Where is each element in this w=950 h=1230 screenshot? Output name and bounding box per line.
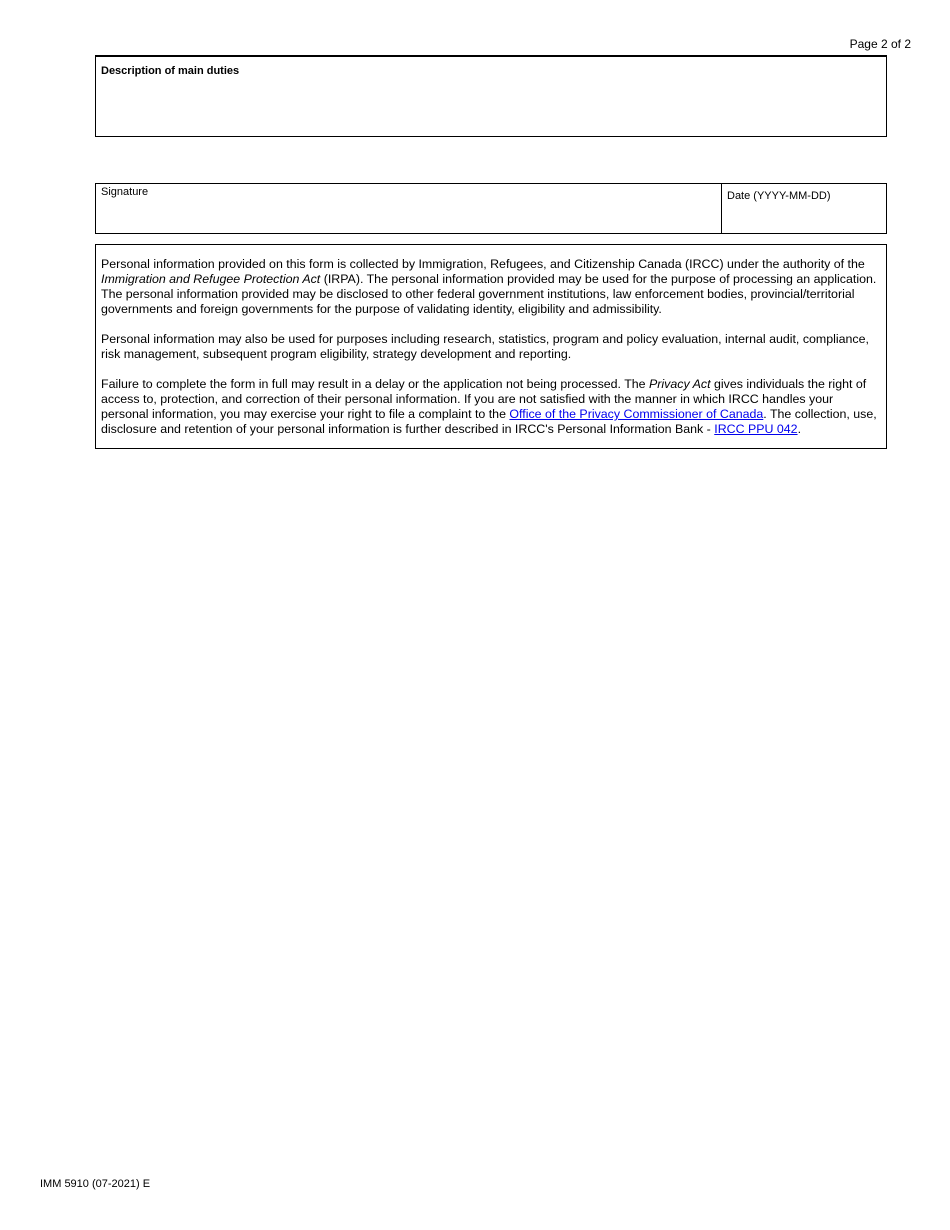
date-label: Date (YYYY-MM-DD) [727, 190, 831, 202]
privacy-p3-text-d: . [797, 422, 802, 436]
privacy-p1-text-b: (IRPA). The personal information provided may be used for the purpose of processing an application. The personal information provided may be disclosed to other federal government institutions, law enforcement bodies, provincial/territorial governments and foreign governments for the purpose of validating identity, eligibility and admissibility. [101, 272, 877, 316]
privacy-commissioner-link[interactable]: Office of the Privacy Commissioner of Canada [509, 407, 764, 421]
privacy-p3-text-a: Failure to complete the form in full may result in a delay or the application not being processed. The [101, 377, 650, 391]
privacy-p1-text-a: Personal information provided on this form is collected by Immigration, Refugees, and Citizenship Canada (IRCC) under the authority of the [101, 257, 865, 271]
signature-field[interactable] [96, 184, 722, 233]
ircc-ppu-042-link[interactable]: IRCC PPU 042 [714, 422, 798, 436]
privacy-paragraph-3 [101, 377, 880, 437]
irpa-act-title: Immigration and Refugee Protection Act [101, 272, 321, 286]
form-identifier: IMM 5910 (07-2021) E [40, 1178, 151, 1190]
signature-label: Signature [101, 186, 149, 198]
privacy-notice [95, 244, 887, 449]
privacy-act-title: Privacy Act [649, 377, 711, 391]
page-number: Page 2 of 2 [849, 37, 911, 51]
privacy-paragraph-2: Personal information may also be used for purposes including research, statistics, program and policy evaluation, internal audit, compliance, risk management, subsequent program eligibility, strategy development and reporting. [101, 332, 869, 361]
privacy-p3-text-b: gives individuals the right of access to, protection, and correction of their personal information. If you are not satisfied with the manner in which IRCC handles your personal information, you may exercise your right to file a complaint to the [101, 377, 867, 421]
date-field[interactable] [722, 184, 886, 233]
privacy-paragraph-1 [101, 257, 880, 317]
main-duties-field[interactable] [95, 55, 887, 137]
main-duties-label: Description of main duties [101, 65, 240, 77]
signature-row [95, 183, 887, 234]
privacy-p3-text-c: . The collection, use, disclosure and retention of your personal information is further described in IRCC's Personal Information Bank - [101, 407, 877, 436]
